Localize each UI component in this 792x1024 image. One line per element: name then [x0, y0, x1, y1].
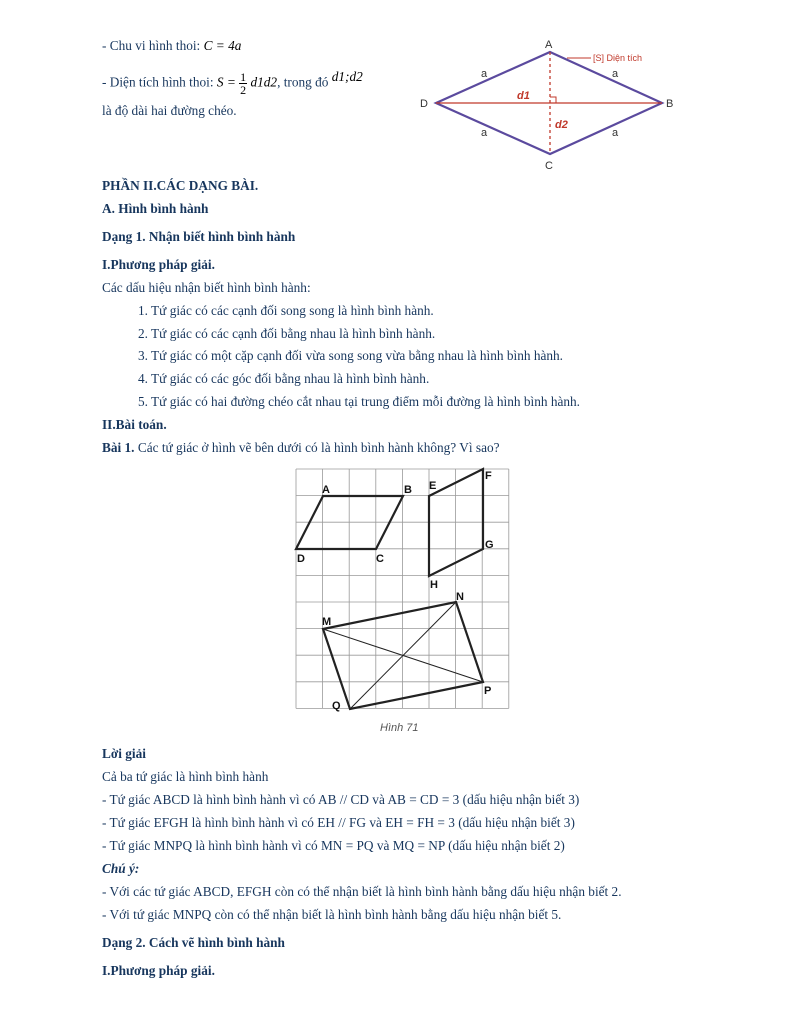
bai1-line — [102, 440, 500, 456]
sign-item-3: 3. Tứ giác có một cặp cạnh đối vừa song song vừa bằng nhau là hình bình hành. — [138, 348, 563, 363]
sign-item-4: 4. Tứ giác có các góc đối bằng nhau là hình bình hành. — [138, 371, 430, 386]
area-label: - Diện tích hình thoi: — [102, 74, 214, 90]
side-label-bottom-right: a — [612, 127, 619, 139]
type1-heading: Dạng 1. Nhận biết hình bình hành — [102, 229, 296, 244]
sign-item-1: 1. Tứ giác có các cạnh đối song song là hình bình hành. — [138, 303, 434, 318]
perimeter-label: - Chu vi hình thoi: — [102, 38, 201, 53]
label-f: F — [485, 470, 492, 482]
d2-label: d2 — [555, 119, 568, 131]
vertex-b-label: B — [666, 98, 674, 110]
label-n: N — [456, 591, 464, 603]
solution-line-1: - Tứ giác ABCD là hình bình hành vì có AB // CD và AB = CD = 3 (dấu hiệu nhận biết 3) — [102, 792, 580, 807]
note-heading: Chú ý: — [102, 861, 140, 876]
sign-item-5: 5. Tứ giác có hai đường chéo cắt nhau tại trung điểm mỗi đường là hình bình hành. — [138, 394, 581, 409]
label-q: Q — [332, 700, 341, 712]
figure-caption: Hình 71 — [380, 722, 419, 734]
side-label-top-left: a — [481, 68, 488, 80]
label-m: M — [322, 616, 332, 628]
note-line-2: - Với tứ giác MNPQ còn có thể nhận biết là hình bình hành bằng dấu hiệu nhận biết 5. — [102, 907, 562, 922]
label-d: D — [297, 553, 305, 565]
area-suffix: , trong đó — [277, 74, 329, 90]
part2-heading: PHẦN II.CÁC DẠNG BÀI. — [102, 178, 259, 193]
solution-heading: Lời giải — [102, 746, 146, 761]
perimeter-formula: C = 4a — [203, 38, 242, 53]
solution-line-3: - Tứ giác MNPQ là hình bình hành vì có MN = PQ và MQ = NP (dấu hiệu nhận biết 2) — [102, 838, 565, 853]
method-heading: I.Phương pháp giải. — [102, 257, 215, 272]
right-angle-mark — [550, 97, 556, 103]
sign-item-2: 2. Tứ giác có các cạnh đối bằng nhau là hình bình hành. — [138, 326, 436, 341]
area-line2: là độ dài hai đường chéo. — [102, 103, 237, 118]
area-line — [102, 68, 363, 97]
type2-method-heading: I.Phương pháp giải. — [102, 963, 215, 978]
bai1-text: Các tứ giác ở hình vẽ bên dưới có là hình bình hành không? Vì sao? — [134, 440, 500, 455]
type2-heading: Dạng 2. Cách vẽ hình bình hành — [102, 935, 285, 950]
problems-heading: II.Bài toán. — [102, 417, 167, 432]
label-a: A — [322, 484, 330, 496]
fraction-numerator: 1 — [240, 70, 247, 84]
d1-label: d1 — [517, 90, 530, 102]
label-c: C — [376, 553, 384, 565]
vertex-d-label: D — [420, 98, 428, 110]
section-a-heading: A. Hình bình hành — [102, 201, 209, 216]
solution-line-2: - Tứ giác EFGH là hình bình hành vì có EH // FG và EH = FH = 3 (dấu hiệu nhận biết 3) — [102, 815, 575, 830]
side-label-bottom-left: a — [481, 127, 488, 139]
vertex-c-label: C — [545, 160, 553, 172]
solution-line-0: Cả ba tứ giác là hình bình hành — [102, 769, 269, 784]
diagonal-names: d1;d2 — [331, 68, 363, 84]
label-h: H — [430, 579, 438, 591]
label-g: G — [485, 539, 494, 551]
signs-intro: Các dấu hiệu nhận biết hình bình hành: — [102, 280, 311, 295]
label-p: P — [484, 685, 492, 697]
area-fraction — [239, 71, 247, 96]
area-formula-lhs: S = — [216, 74, 236, 90]
area-formula-rest: d1d2 — [250, 74, 278, 90]
perimeter-line — [102, 38, 241, 54]
vertex-a-label: A — [545, 39, 553, 51]
rhombus-figure — [415, 36, 685, 176]
note-line-1: - Với các tứ giác ABCD, EFGH còn có thể nhận biết là hình bình hành bằng dấu hiệu nhận biết 2. — [102, 884, 622, 899]
grid-lines — [296, 469, 509, 708]
fraction-denominator: 2 — [240, 83, 247, 97]
label-e: E — [429, 480, 437, 492]
side-label-top-right: a — [612, 68, 619, 80]
grid-figure — [288, 463, 518, 738]
label-b: B — [404, 484, 412, 496]
rhombus-callout: [S] Diện tích — [593, 53, 643, 63]
bai1-label: Bài 1. — [102, 440, 135, 455]
